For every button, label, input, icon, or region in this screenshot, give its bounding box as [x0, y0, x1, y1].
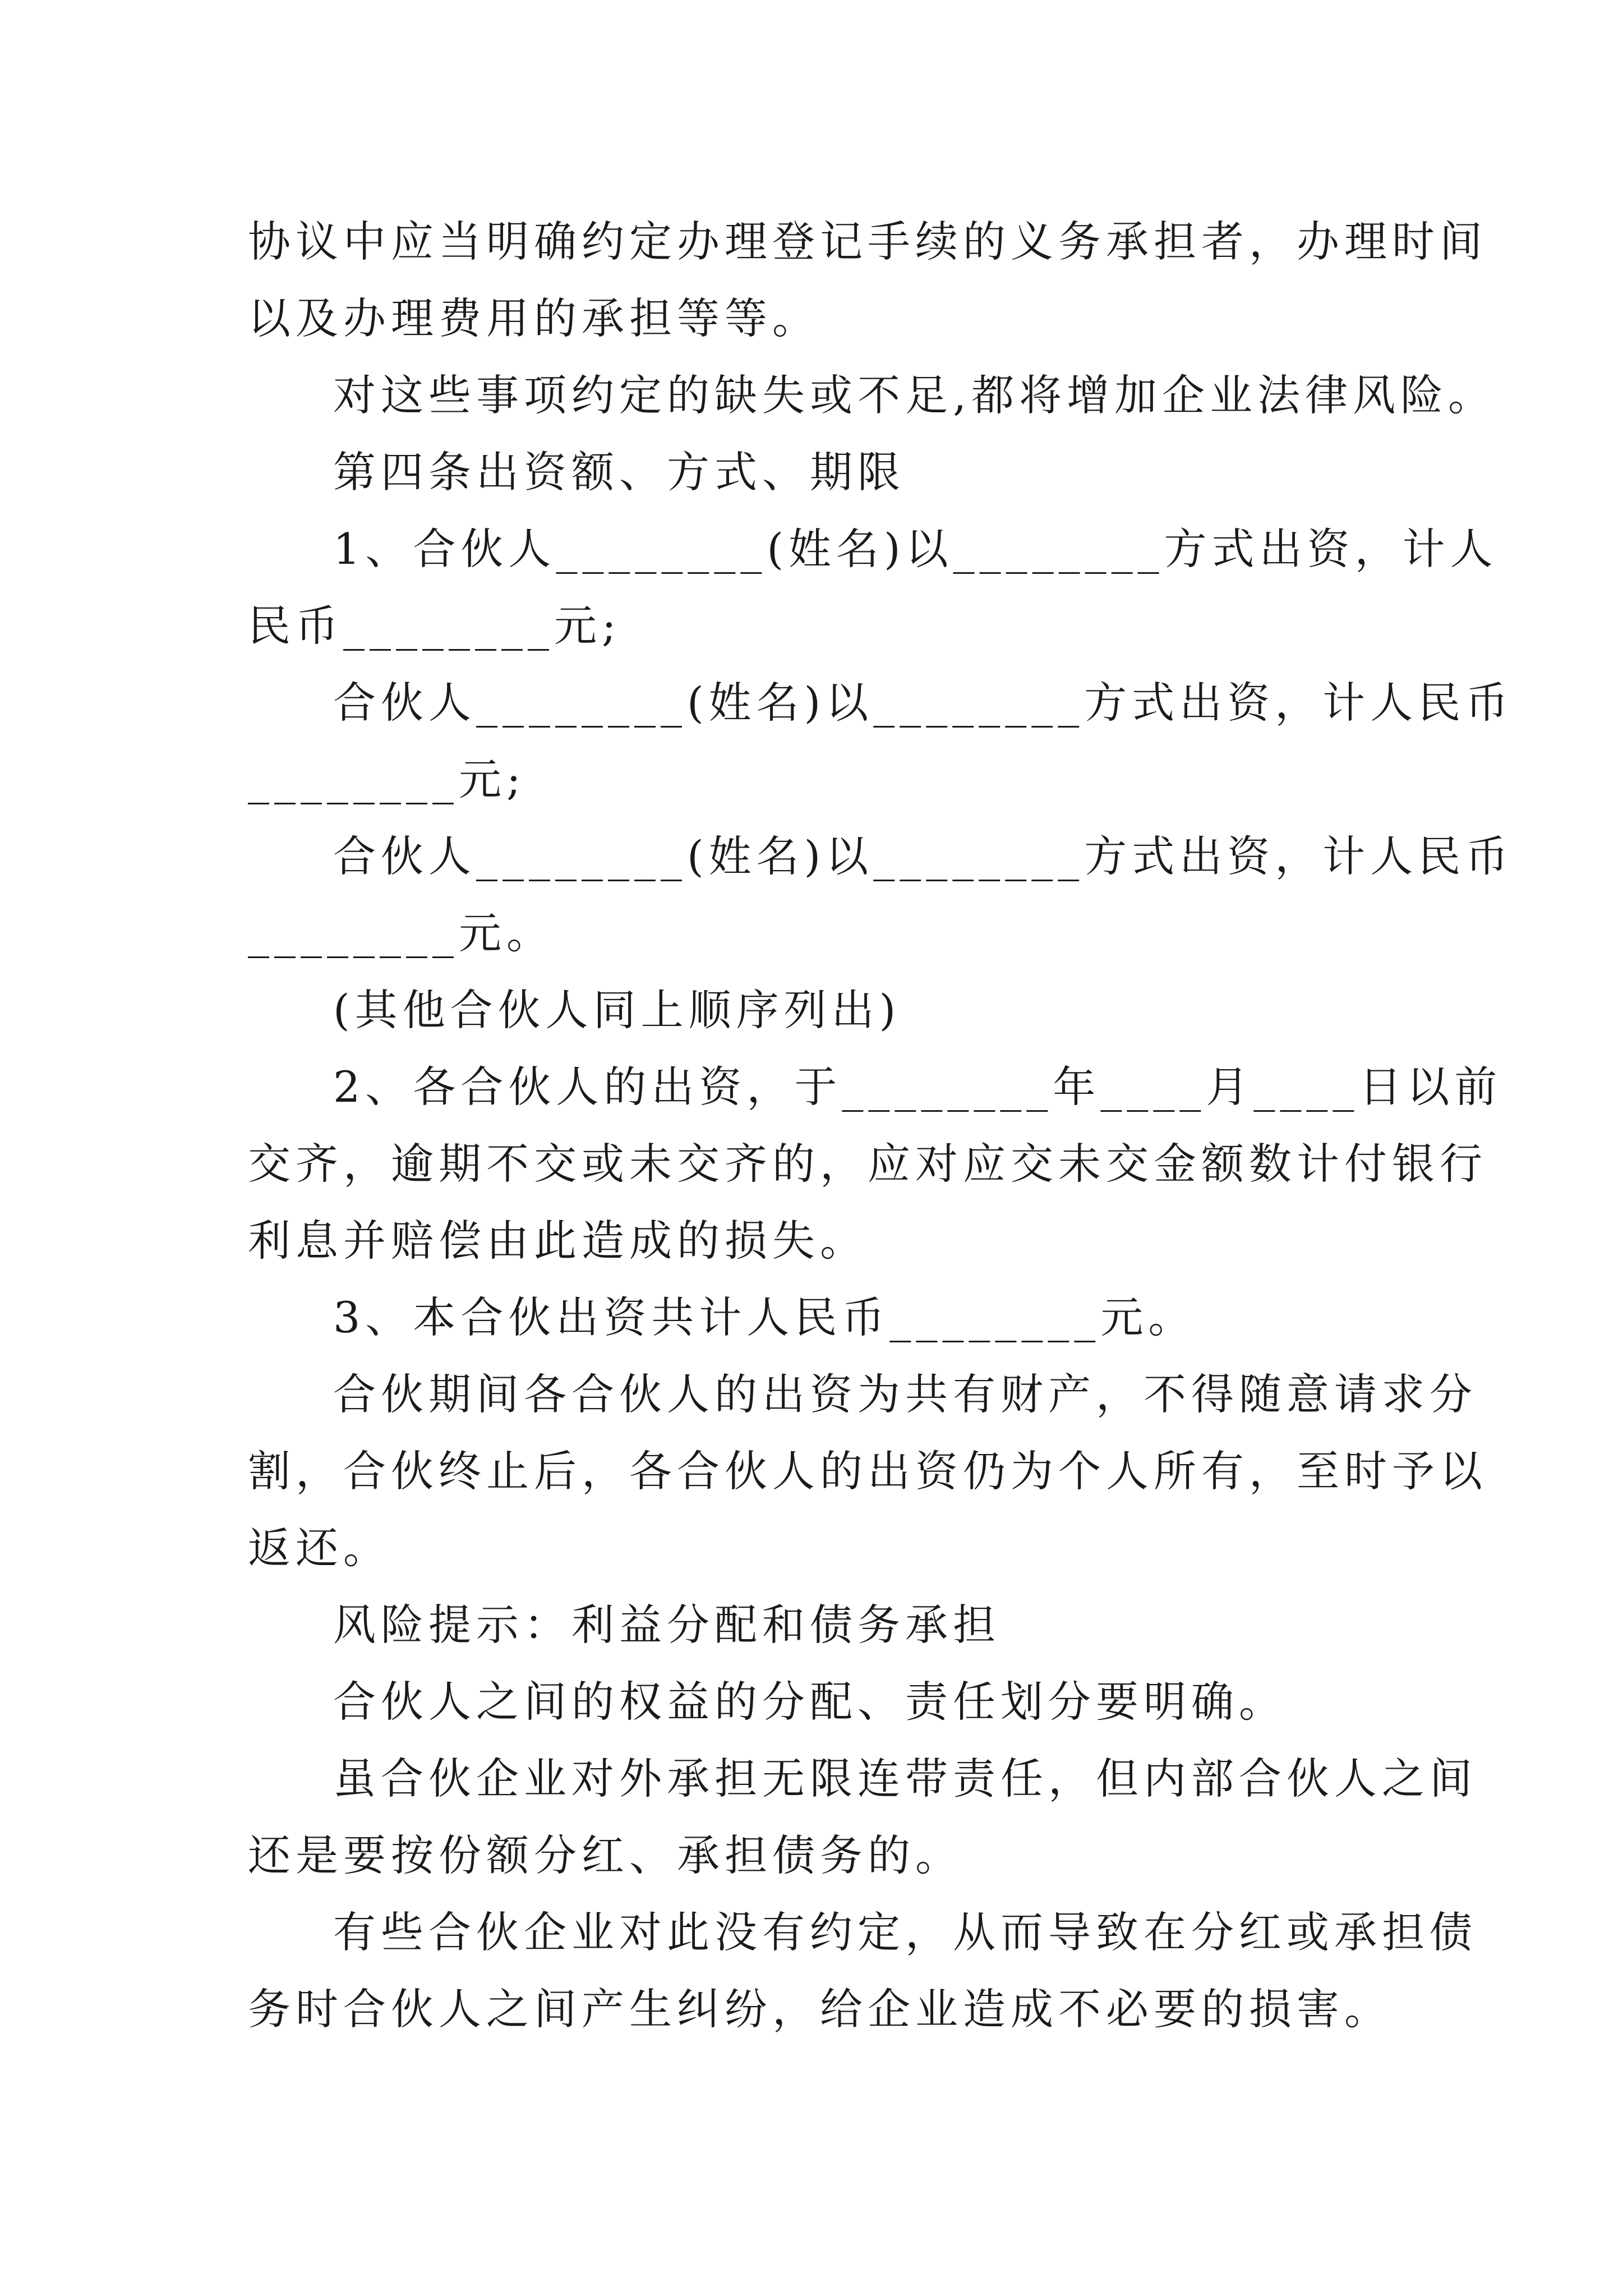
text-line: 2、各合伙人的出资，于________年____月____日以前 — [333, 1062, 1502, 1112]
text-line: 对这些事项约定的缺失或不足,都将增加企业法律风险。 — [333, 370, 1496, 420]
text-line: 合伙人________(姓名)以________方式出资，计人民币 — [333, 831, 1514, 881]
text-line: 返还。 — [248, 1523, 391, 1573]
text-line: (其他合伙人同上顺序列出) — [333, 985, 901, 1035]
text-line: 务时合伙人之间产生纠纷，给企业造成不必要的损害。 — [248, 1984, 1392, 2034]
text-line: 割，合伙终止后，各合伙人的出资仍为个人所有，至时予以 — [248, 1446, 1487, 1496]
text-line: 协议中应当明确约定办理登记手续的义务承担者，办理时间 — [248, 217, 1487, 266]
text-line: ________元。 — [248, 908, 554, 958]
text-line: ________元; — [248, 754, 526, 804]
text-line: 虽合伙企业对外承担无限连带责任，但内部合伙人之间 — [333, 1754, 1477, 1803]
document-body — [248, 203, 1514, 2047]
text-line: 1、合伙人________(姓名)以________方式出资，计人 — [333, 524, 1498, 574]
text-line: 3、本合伙出资共计人民币________元。 — [333, 1292, 1196, 1342]
text-line: 有些合伙企业对此没有约定，从而导致在分红或承担债 — [333, 1907, 1477, 1957]
risk-heading: 风险提示：利益分配和债务承担 — [333, 1600, 1000, 1650]
text-line: 民币________元; — [248, 601, 621, 651]
text-line: 以及办理费用的承担等等。 — [248, 293, 820, 343]
text-line: 利息并赔偿由此造成的损失。 — [248, 1216, 868, 1266]
article-heading: 第四条出资额、方式、期限 — [333, 447, 905, 497]
text-line: 还是要按份额分红、承担债务的。 — [248, 1830, 963, 1880]
text-line: 合伙期间各合伙人的出资为共有财产，不得随意请求分 — [333, 1369, 1477, 1419]
text-line: 交齐，逾期不交或未交齐的，应对应交未交金额数计付银行 — [248, 1139, 1487, 1189]
text-line: 合伙人________(姓名)以________方式出资，计人民币 — [333, 678, 1514, 728]
text-line: 合伙人之间的权益的分配、责任划分要明确。 — [333, 1677, 1287, 1727]
